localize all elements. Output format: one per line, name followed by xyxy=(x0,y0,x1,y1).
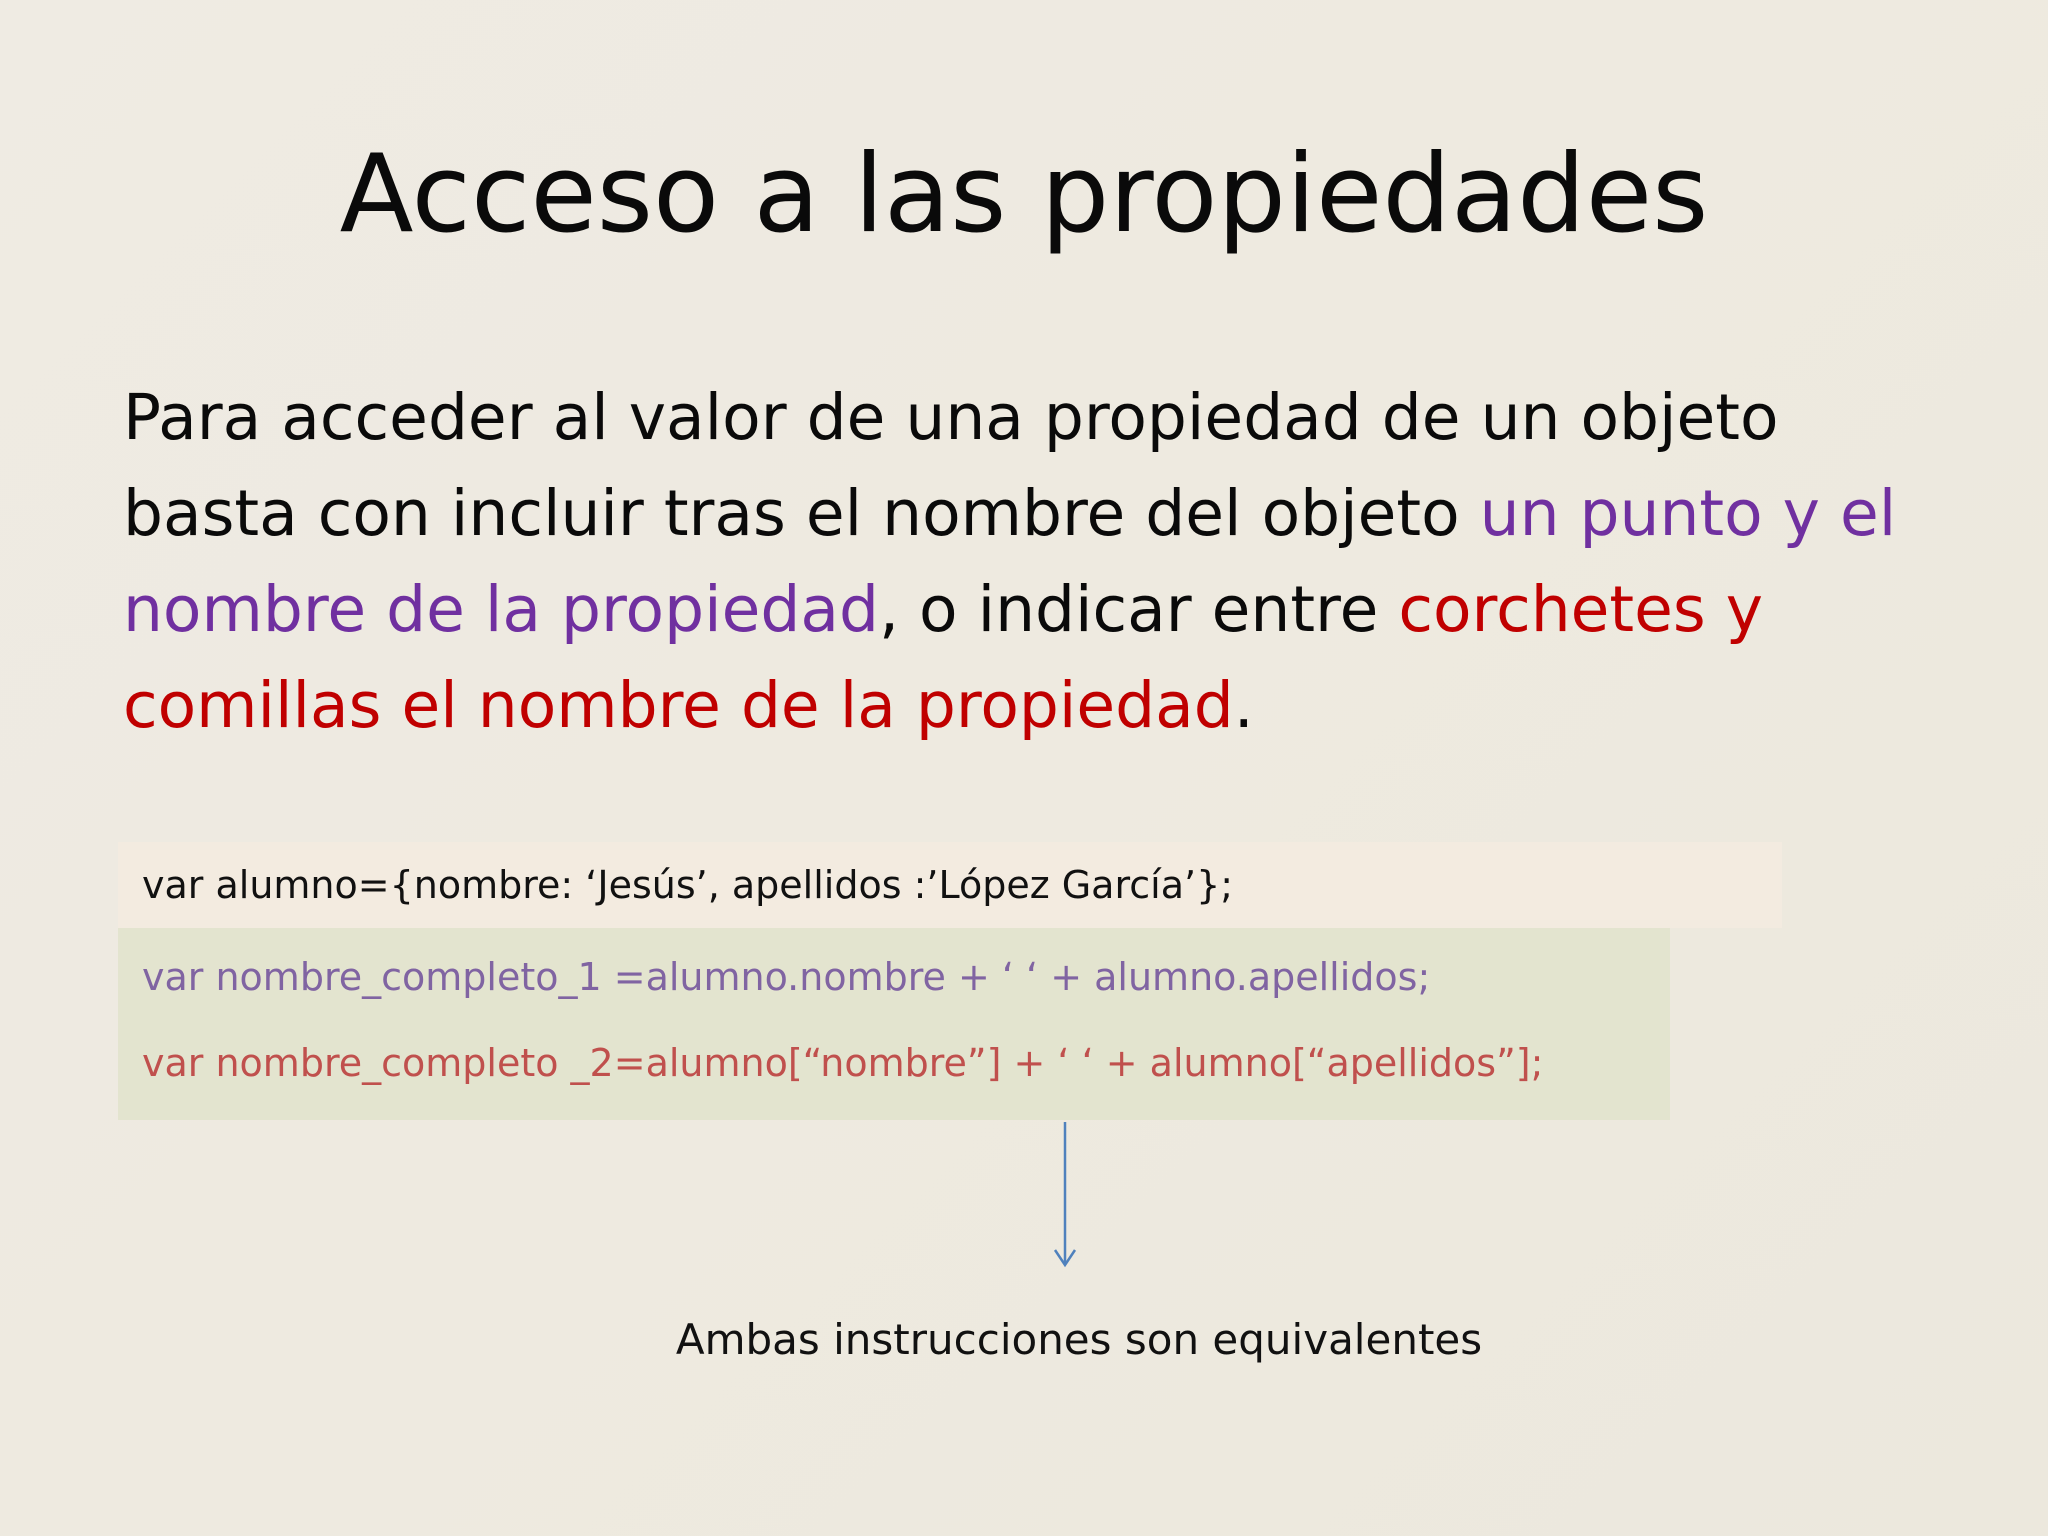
paragraph-text-part2: , o indicar entre xyxy=(878,573,1399,646)
caption-text: Ambas instrucciones son equivalentes xyxy=(675,1315,1483,1364)
code-line-bracket-notation: var nombre_completo _2=alumno[“nombre”] + ‘ ‘ + alumno[“apellidos”]; xyxy=(142,1041,1544,1085)
slide-title: Acceso a las propiedades xyxy=(339,132,1709,257)
code-block xyxy=(118,842,1788,1120)
down-arrow-icon xyxy=(1040,1120,1090,1270)
paragraph-text-part1: Para acceder al valor de una propiedad de un objeto basta con incluir tras el nombre del objeto xyxy=(123,381,1779,550)
code-group-equivalent xyxy=(118,928,1670,1120)
paragraph-text-part3: . xyxy=(1233,669,1254,742)
paragraph-highlight-dot: un punto y el nombre de la propiedad xyxy=(123,477,1897,646)
code-line-dot-notation: var nombre_completo_1 =alumno.nombre + ‘ ‘ + alumno.apellidos; xyxy=(142,955,1431,999)
body-paragraph xyxy=(123,370,1933,754)
code-line-object-definition: var alumno={nombre: ‘Jesús’, apellidos :’López García’}; xyxy=(118,842,1782,928)
paragraph-highlight-bracket: corchetes y comillas el nombre de la propiedad xyxy=(123,573,1763,742)
